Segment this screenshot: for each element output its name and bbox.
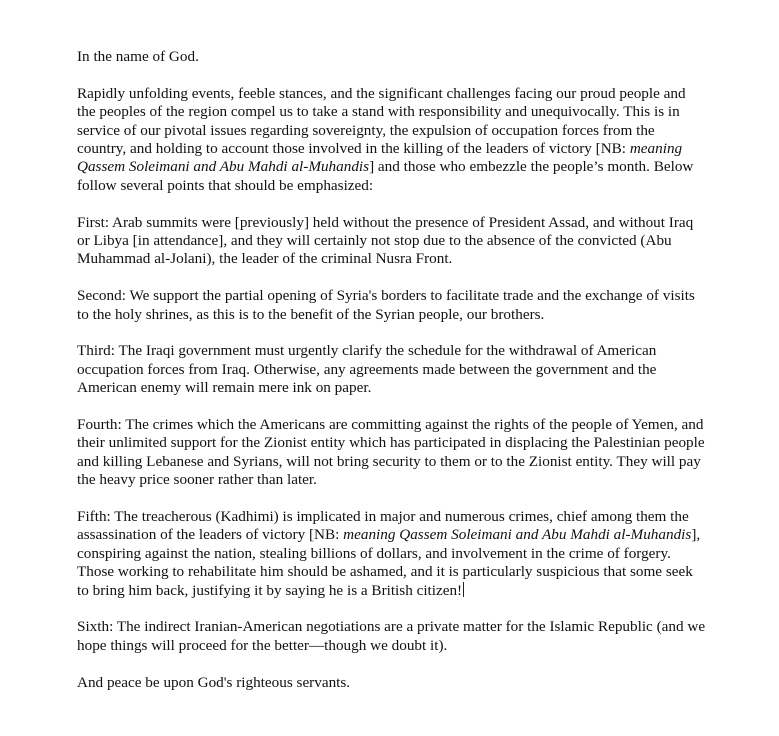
greeting-paragraph: In the name of God. [77,48,199,65]
point-second-paragraph: Second: We support the partial opening of Syria's borders to facilitate trade and the exchange of visits to the holy shrines, as this is to the benefit of the Syrian people, our brothers. [77,287,695,323]
fifth-text-start: Fifth: The treacherous (Kadhimi) is implicated in major and numerous crimes, chief among them the assassination of the leaders of victory [NB: [77,508,689,544]
intro-editor-note: meaning Qassem Soleimani and Abu Mahdi al-Muhandis [77,140,683,176]
point-fifth-paragraph [77,508,707,600]
point-third-paragraph: Third: The Iraqi government must urgently clarify the schedule for the withdrawal of American occupation forces from Iraq. Otherwise, any agreements made between the government and the American enemy will remain mere ink on paper. [77,342,657,397]
point-fourth-paragraph: Fourth: The crimes which the Americans are committing against the rights of the people of Yemen, and their unlimited support for the Zionist entity which has participated in displacing the Palestinian people and killing Lebanese and Syrians, will not bring security to them or to the Zionist entity. They will pay the heavy price sooner rather than later. [77,416,705,489]
document-body [77,48,707,692]
text-cursor [463,582,464,597]
intro-text-end: ] and those who embezzle the people’s month. Below follow several points that should be emphasized: [77,158,694,194]
point-first-paragraph: First: Arab summits were [previously] held without the presence of President Assad, and without Iraq or Libya [in attendance], and they will certainly not stop due to the absence of the convicted (Abu Muhammad al-Jolani), the leader of the criminal Nusra Front. [77,213,694,268]
fifth-editor-note: meaning Qassem Soleimani and Abu Mahdi al-Muhandis [343,526,692,544]
intro-text-start: Rapidly unfolding events, feeble stances, and the significant challenges facing our proud people and the peoples of the region compel us to take a stand with responsibility and unequivocally. This is in service of our pivotal issues regarding sovereignty, the expulsion of occupation forces from the country, and holding to account those involved in the killing of the leaders of victory [NB: [77,84,686,158]
closing-paragraph: And peace be upon God's righteous servants. [77,673,351,691]
intro-paragraph [77,85,707,195]
fifth-text-end: ], conspiring against the nation, stealing billions of dollars, and involvement in the crime of forgery. Those working to rehabilitate him should be ashamed, and it is particularly suspicious that some seek to bring him back, justifying it by saying he is a British citizen! [77,526,701,599]
point-sixth-paragraph: Sixth: The indirect Iranian-American negotiations are a private matter for the Islamic Republic (and we hope things will proceed for the better—though we doubt it). [77,618,706,654]
